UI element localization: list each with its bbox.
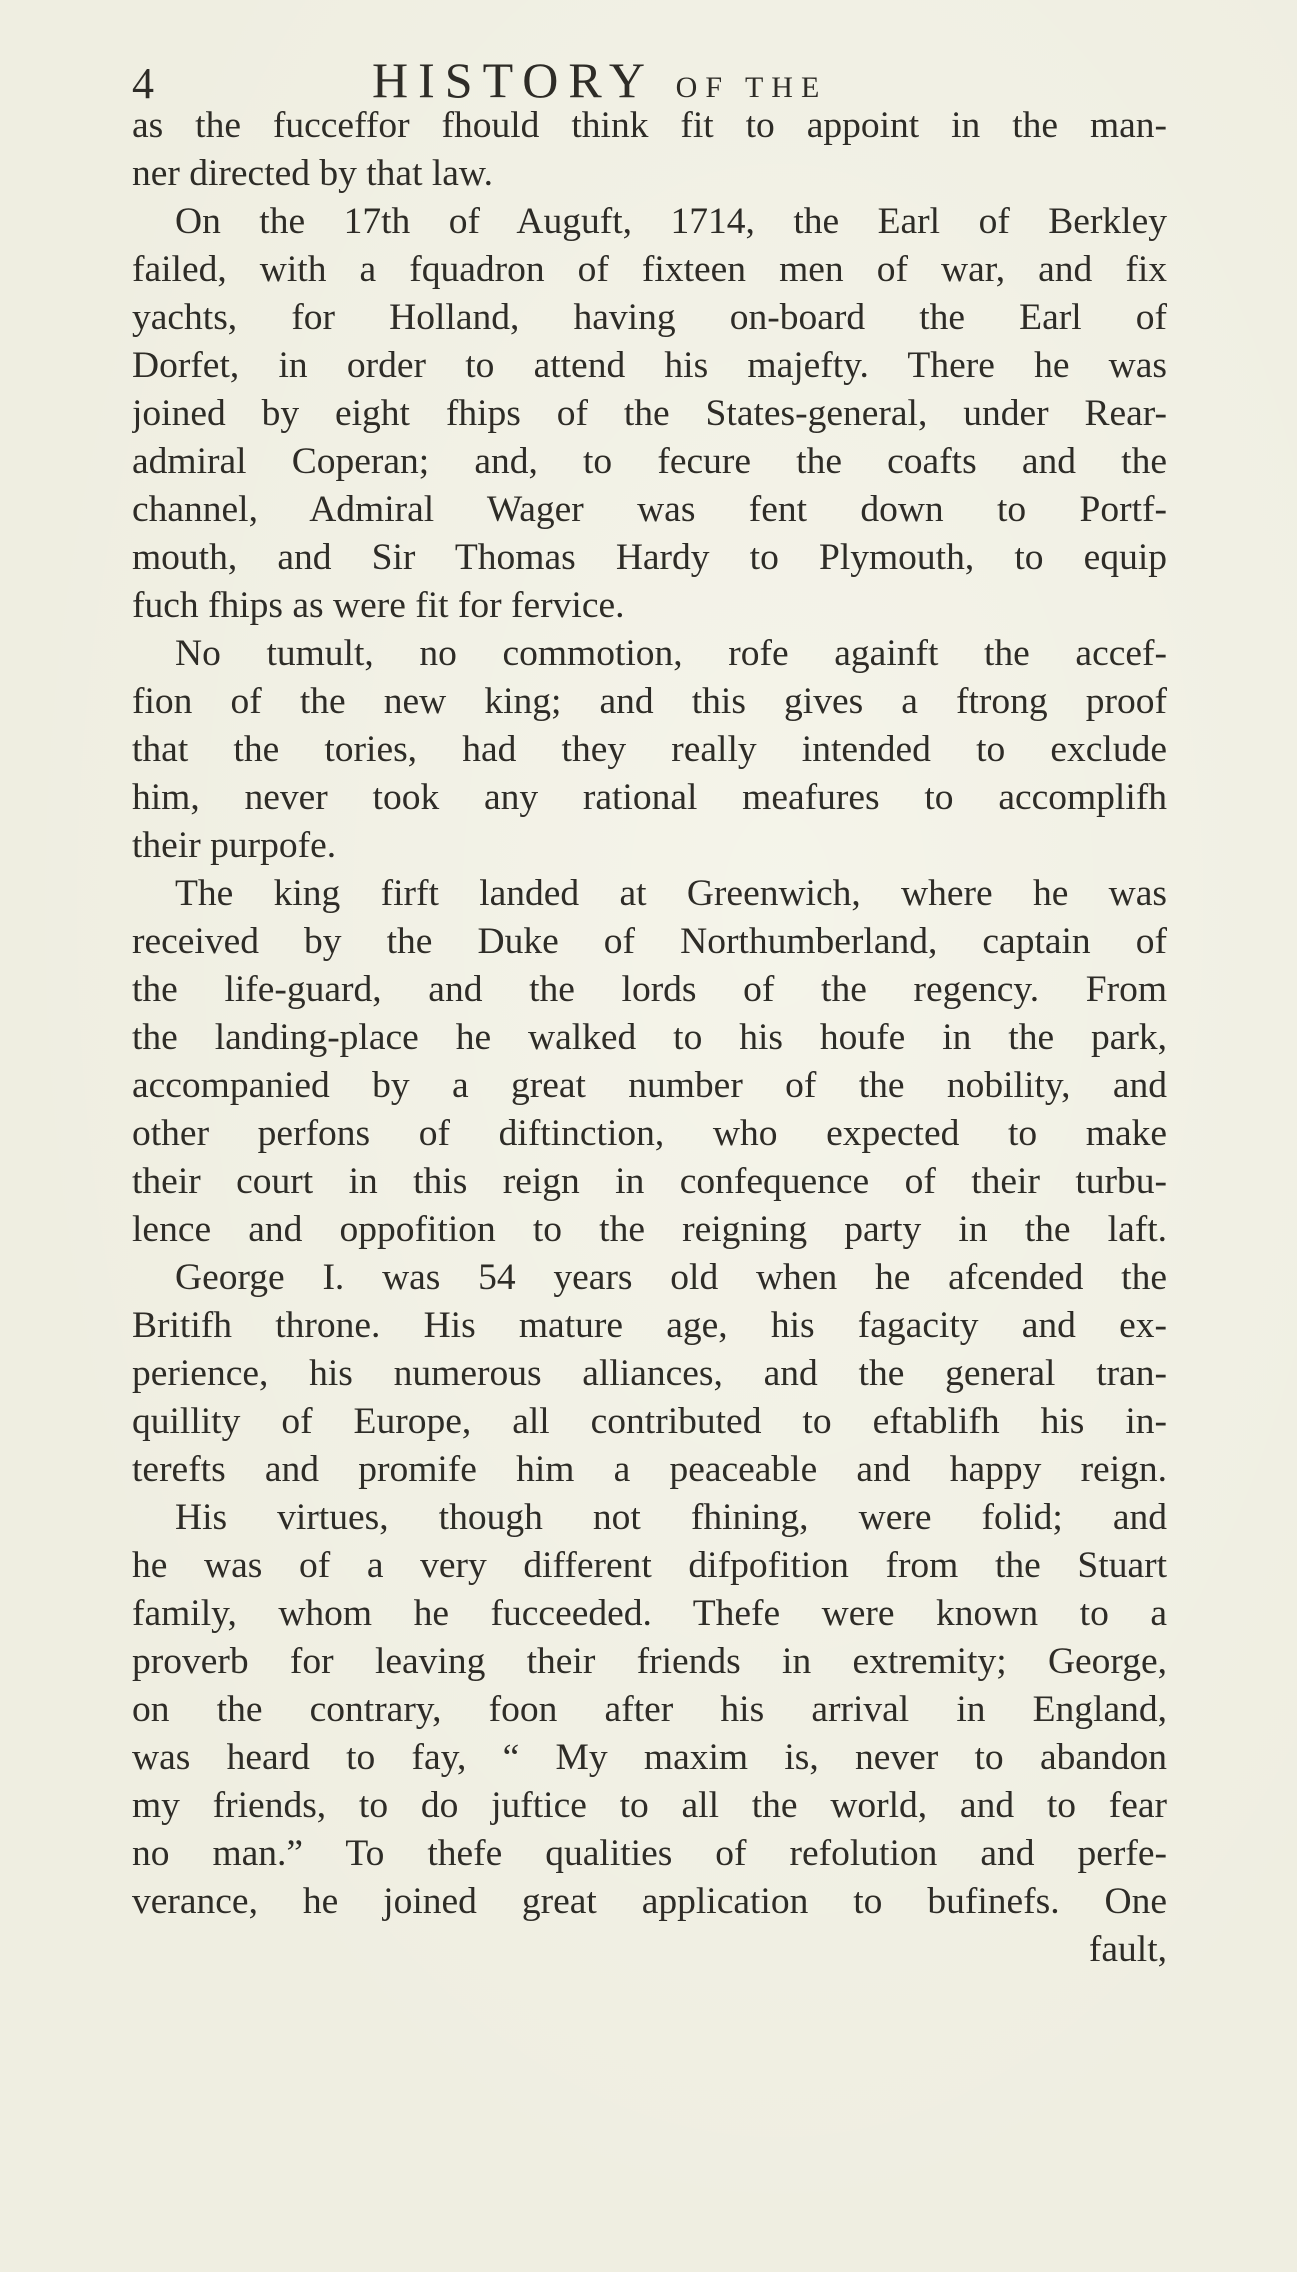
text-line: quillity of Europe, all contributed to eftablifh his in-	[132, 1401, 1167, 1442]
catchword: fault,	[1088, 1929, 1167, 1970]
running-head-small: OF THE	[675, 71, 828, 104]
text-line: channel, Admiral Wager was fent down to Portf-	[132, 489, 1167, 530]
text-line: he was of a very different difpofition from the Stuart	[132, 1545, 1167, 1586]
text-line: perience, his numerous alliances, and the general tran-	[132, 1353, 1167, 1394]
text-line: failed, with a fquadron of fixteen men of war, and fix	[132, 249, 1167, 290]
text-line: lence and oppofition to the reigning party in the laft.	[132, 1209, 1167, 1250]
page-number: 4	[132, 59, 154, 108]
paragraph-start-line: On the 17th of Auguft, 1714, the Earl of Berkley	[175, 201, 1167, 242]
text-line: admiral Coperan; and, to fecure the coafts and the	[132, 441, 1167, 482]
text-line: that the tories, had they really intended to exclude	[132, 729, 1167, 770]
text-line: proverb for leaving their friends in extremity; George,	[132, 1641, 1167, 1682]
paragraph-start-line: His virtues, though not fhining, were folid; and	[175, 1497, 1167, 1538]
text-line: their court in this reign in confequence of their turbu-	[132, 1161, 1167, 1202]
text-line: on the contrary, foon after his arrival in England,	[132, 1689, 1167, 1730]
paragraph-start-line: No tumult, no commotion, rofe againft the accef-	[175, 633, 1167, 674]
text-line: Dorfet, in order to attend his majefty. There he was	[132, 345, 1167, 386]
text-line: the life-guard, and the lords of the regency. From	[132, 969, 1167, 1010]
page-header	[132, 50, 1182, 110]
text-line: ner directed by that law.	[132, 153, 493, 194]
text-line: received by the Duke of Northumberland, captain of	[132, 921, 1167, 962]
text-line: other perfons of diftinction, who expected to make	[132, 1113, 1167, 1154]
text-line: no man.” To thefe qualities of refolution and perfe-	[132, 1833, 1167, 1874]
body-text	[132, 102, 1167, 1974]
running-head-main: HISTORY	[372, 52, 654, 108]
text-line: Britifh throne. His mature age, his fagacity and ex-	[132, 1305, 1167, 1346]
text-line: fuch fhips as were fit for fervice.	[132, 585, 625, 626]
text-line: joined by eight fhips of the States-general, under Rear-	[132, 393, 1167, 434]
text-line: the landing-place he walked to his houfe in the park,	[132, 1017, 1167, 1058]
text-line: my friends, to do juftice to all the world, and to fear	[132, 1785, 1167, 1826]
text-line: him, never took any rational meafures to accomplifh	[132, 777, 1167, 818]
text-line: family, whom he fucceeded. Thefe were known to a	[132, 1593, 1167, 1634]
text-line: accompanied by a great number of the nobility, and	[132, 1065, 1167, 1106]
text-line: as the fucceffor fhould think fit to appoint in the man-	[132, 105, 1167, 146]
paragraph-start-line: George I. was 54 years old when he afcended the	[175, 1257, 1167, 1298]
text-line: was heard to fay, “ My maxim is, never to abandon	[132, 1737, 1167, 1778]
text-line: fion of the new king; and this gives a ftrong proof	[132, 681, 1167, 722]
text-line: verance, he joined great application to bufinefs. One	[132, 1881, 1167, 1922]
text-line: terefts and promife him a peaceable and happy reign.	[132, 1449, 1167, 1490]
text-line: yachts, for Holland, having on-board the Earl of	[132, 297, 1167, 338]
text-line: mouth, and Sir Thomas Hardy to Plymouth, to equip	[132, 537, 1167, 578]
text-line: their purpofe.	[132, 825, 337, 866]
paragraph-start-line: The king firft landed at Greenwich, where he was	[175, 873, 1167, 914]
